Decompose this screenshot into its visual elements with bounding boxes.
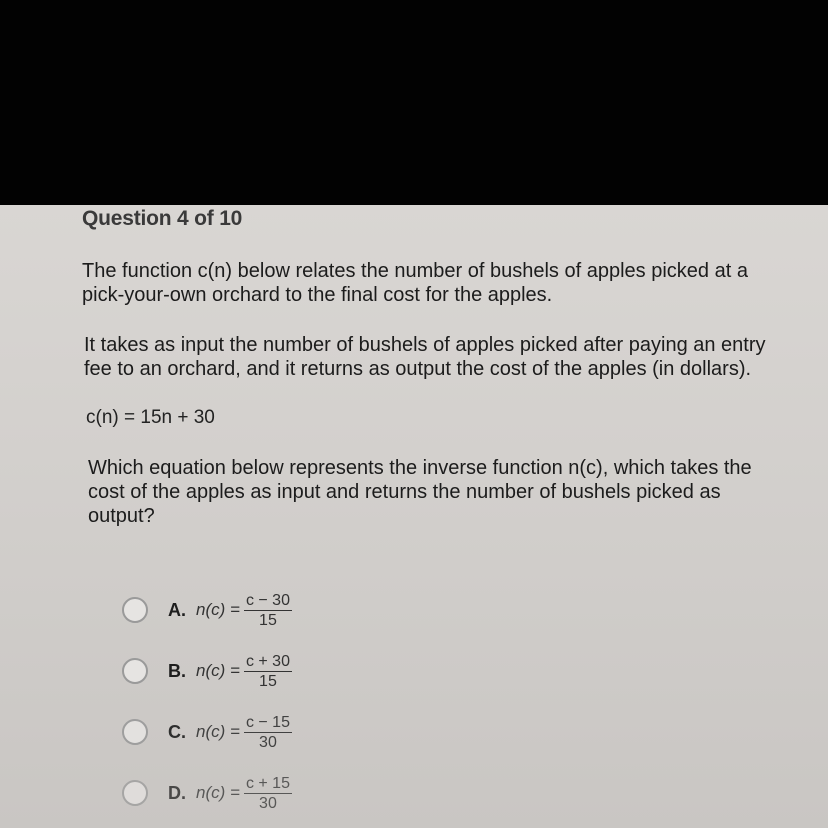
fraction-numerator: c + 30 [245,652,290,670]
option-lhs: n(c) = [196,783,240,802]
function-formula: c(n) = 15n + 30 [86,407,215,428]
radio-button-icon[interactable] [122,719,148,745]
fraction-denominator: 15 [259,611,277,629]
question-prompt: Which equation below represents the inverse function n(c), which takes the cost of the apples as input and returns the number of bushels picked as output? [88,457,752,527]
option-letter: C. [168,721,186,742]
radio-button-icon[interactable] [122,658,148,684]
fraction-denominator: 30 [259,794,277,812]
option-fraction [244,774,292,813]
option-fraction [244,713,292,752]
answer-option-b[interactable] [122,649,292,693]
fraction-denominator: 15 [259,672,277,690]
option-fraction [244,591,292,630]
option-fraction [244,652,292,691]
fraction-numerator: c + 15 [245,774,290,792]
dark-background [0,0,828,205]
option-lhs: n(c) = [196,661,240,680]
answer-option-c[interactable] [122,710,292,754]
answer-option-a[interactable] [122,588,292,632]
question-counter: Question 4 of 10 [82,207,243,230]
fraction-numerator: c − 30 [245,591,290,609]
option-letter: D. [168,782,186,803]
fraction-denominator: 30 [259,733,277,751]
option-letter: B. [168,660,186,681]
radio-button-icon[interactable] [122,597,148,623]
radio-button-icon[interactable] [122,780,148,806]
answer-option-d[interactable] [122,771,292,815]
option-letter: A. [168,599,186,620]
option-lhs: n(c) = [196,600,240,619]
question-paragraph-2: It takes as input the number of bushels of apples picked after paying an entry fee to an orchard, and it returns as output the cost of the apples (in dollars). [84,334,766,380]
quiz-screen [0,205,828,828]
question-paragraph-1: The function c(n) below relates the number of bushels of apples picked at a pick-your-own orchard to the final cost for the apples. [82,260,748,306]
option-lhs: n(c) = [196,722,240,741]
fraction-numerator: c − 15 [245,713,290,731]
